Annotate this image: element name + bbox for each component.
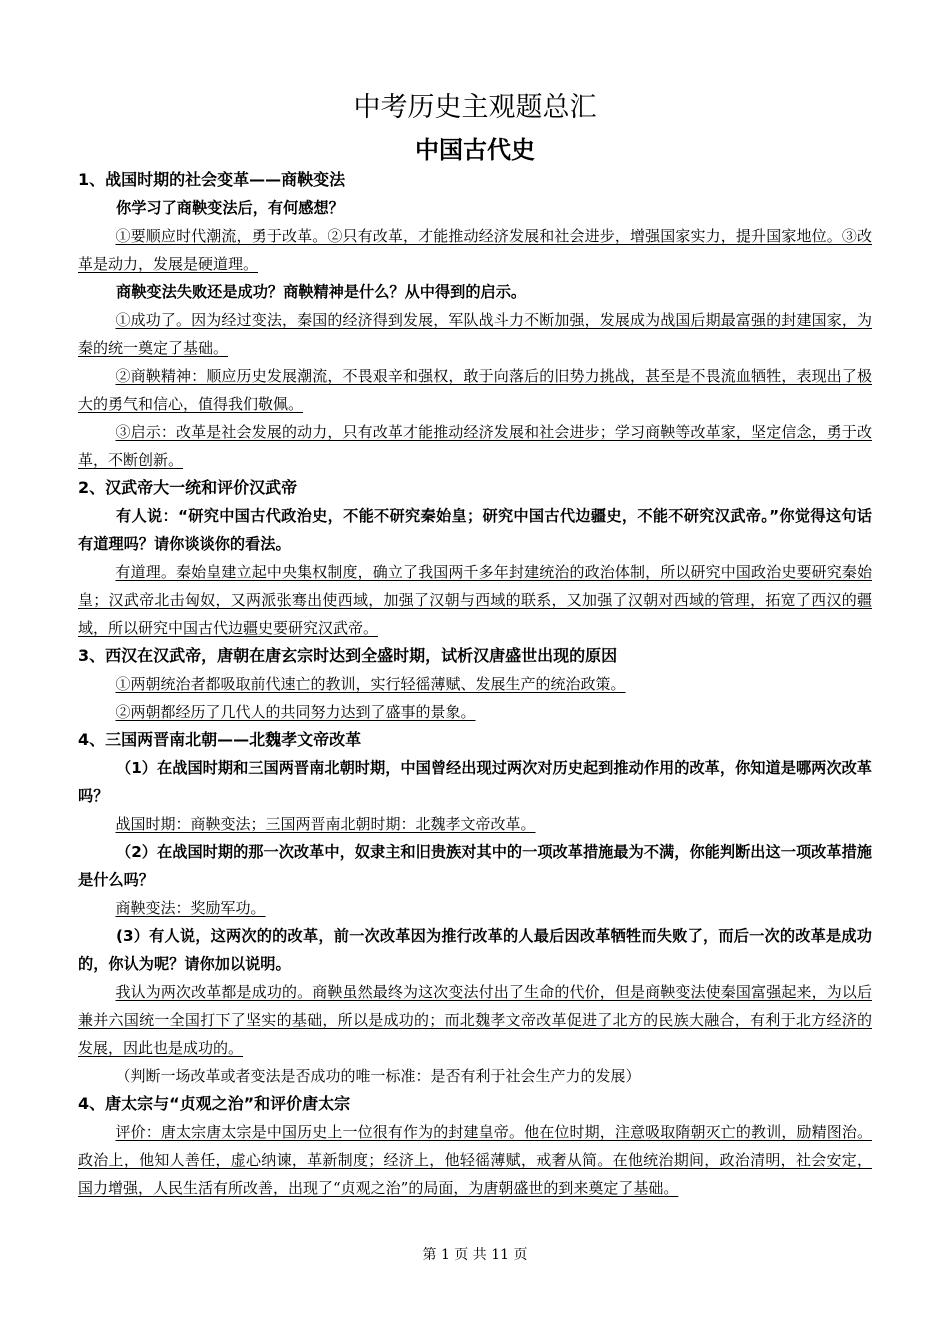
section-3-answer-1 xyxy=(78,670,872,698)
answer-text: ③启示：改革是社会发展的动力，只有改革才能推动经济发展和社会进步；学习商鞅等改革家，坚定信念，勇于改革，不断创新。 xyxy=(78,423,872,469)
section-4-question-1: （1）在战国时期和三国两晋南北朝时期，中国曾经出现过两次对历史起到推动作用的改革，你知道是哪两次改革吗？ xyxy=(78,759,872,805)
document-title: 中考历史主观题总汇 xyxy=(353,92,597,123)
section-1-heading: 1、战国时期的社会变革——商鞅变法 xyxy=(78,170,346,189)
section-1-answer-2 xyxy=(78,306,872,362)
section-1-question-1: 你学习了商鞅变法后，有何感想？ xyxy=(116,199,344,217)
section-2-answer-1 xyxy=(78,558,872,642)
answer-text: ①两朝统治者都吸取前代速亡的教训，实行轻徭薄赋、发展生产的统治政策。 xyxy=(115,675,626,693)
section-2-question-1: 有人说：“研究中国古代政治史，不能不研究秦始皇；研究中国古代边疆史，不能不研究汉武帝。”你觉得这句话有道理吗？请你谈谈你的看法。 xyxy=(78,507,872,553)
section-4-note: （判断一场改革或者变法是否成功的唯一标准：是否有利于社会生产力的发展） xyxy=(115,1067,641,1085)
answer-text: 我认为两次改革都是成功的。商鞅虽然最终为这次变法付出了生命的代价，但是商鞅变法使秦国富强起来，为以后兼并六国统一全国打下了坚实的基础，所以是成功的；而北魏孝文帝改革促进了北方的民族大融合，有利于北方经济的发展，因此也是成功的。 xyxy=(78,983,872,1057)
answer-text: 评价：唐太宗唐太宗是中国历史上一位很有作为的封建皇帝。他在位时期，注意吸取隋朝灭亡的教训，励精图治。政治上，他知人善任，虚心纳谏，革新制度；经济上，他轻徭薄赋，戒奢从简。在他统治期间，政治清明，社会安定，国力增强，人民生活有所改善，出现了“贞观之治”的局面，为唐朝盛世的到来奠定了基础。 xyxy=(78,1123,872,1197)
section-5-heading: 4、唐太宗与“贞观之治”和评价唐太宗 xyxy=(78,1094,351,1113)
answer-text: ①成功了。因为经过变法，秦国的经济得到发展，军队战斗力不断加强，发展成为战国后期最富强的封建国家，为秦的统一奠定了基础。 xyxy=(78,311,872,357)
section-4-answer-3 xyxy=(78,978,872,1062)
answer-text: ②两朝都经历了几代人的共同努力达到了盛事的景象。 xyxy=(115,703,476,721)
section-4-answer-1 xyxy=(78,810,872,838)
answer-text: 商鞅变法：奖励军功。 xyxy=(115,899,266,917)
answer-text: 有道理。秦始皇建立起中央集权制度，确立了我国两千多年封建统治的政治体制，所以研究中国政治史要研究秦始皇；汉武帝北击匈奴，又两派张骞出使西域，加强了汉朝与西域的联系，又加强了汉朝对西域的管理，拓宽了西汉的疆域，所以研究中国古代边疆史要研究汉武帝。 xyxy=(78,563,872,637)
page-number: 第 1 页 共 11 页 xyxy=(422,1247,528,1263)
section-4-answer-2 xyxy=(78,894,872,922)
answer-text: ②商鞅精神：顺应历史发展潮流，不畏艰辛和强权，敢于向落后的旧势力挑战，甚至是不畏流血牺牲，表现出了极大的勇气和信心，值得我们敬佩。 xyxy=(78,367,872,413)
section-4-heading: 4、三国两晋南北朝——北魏孝文帝改革 xyxy=(78,730,362,749)
document-body xyxy=(78,166,872,1202)
section-3-heading: 3、西汉在汉武帝，唐朝在唐玄宗时达到全盛时期，试析汉唐盛世出现的原因 xyxy=(78,646,618,665)
section-3-answer-2 xyxy=(78,698,872,726)
section-4-question-3: (3）有人说，这两次的的改革，前一次改革因为推行改革的人最后因改革牺牲而失败了，而后一次的改革是成功的，你认为呢？请你加以说明。 xyxy=(78,927,872,973)
section-1-answer-4 xyxy=(78,418,872,474)
section-4-question-2: （2）在战国时期的那一次改革中，奴隶主和旧贵族对其中的一项改革措施最为不满，你能判断出这一项改革措施是什么吗？ xyxy=(78,843,872,889)
document-subtitle: 中国古代史 xyxy=(415,135,535,164)
section-2-heading: 2、汉武帝大一统和评价汉武帝 xyxy=(78,478,298,497)
section-1-answer-3 xyxy=(78,362,872,418)
section-5-answer-1 xyxy=(78,1118,872,1202)
answer-text: 战国时期：商鞅变法；三国两晋南北朝时期：北魏孝文帝改革。 xyxy=(115,815,536,833)
section-1-question-2: 商鞅变法失败还是成功？商鞅精神是什么？从中得到的启示。 xyxy=(116,283,527,301)
section-1-answer-1 xyxy=(78,222,872,278)
answer-text: ①要顺应时代潮流，勇于改革。②只有改革，才能推动经济发展和社会进步，增强国家实力，提升国家地位。③改革是动力，发展是硬道理。 xyxy=(78,227,872,273)
